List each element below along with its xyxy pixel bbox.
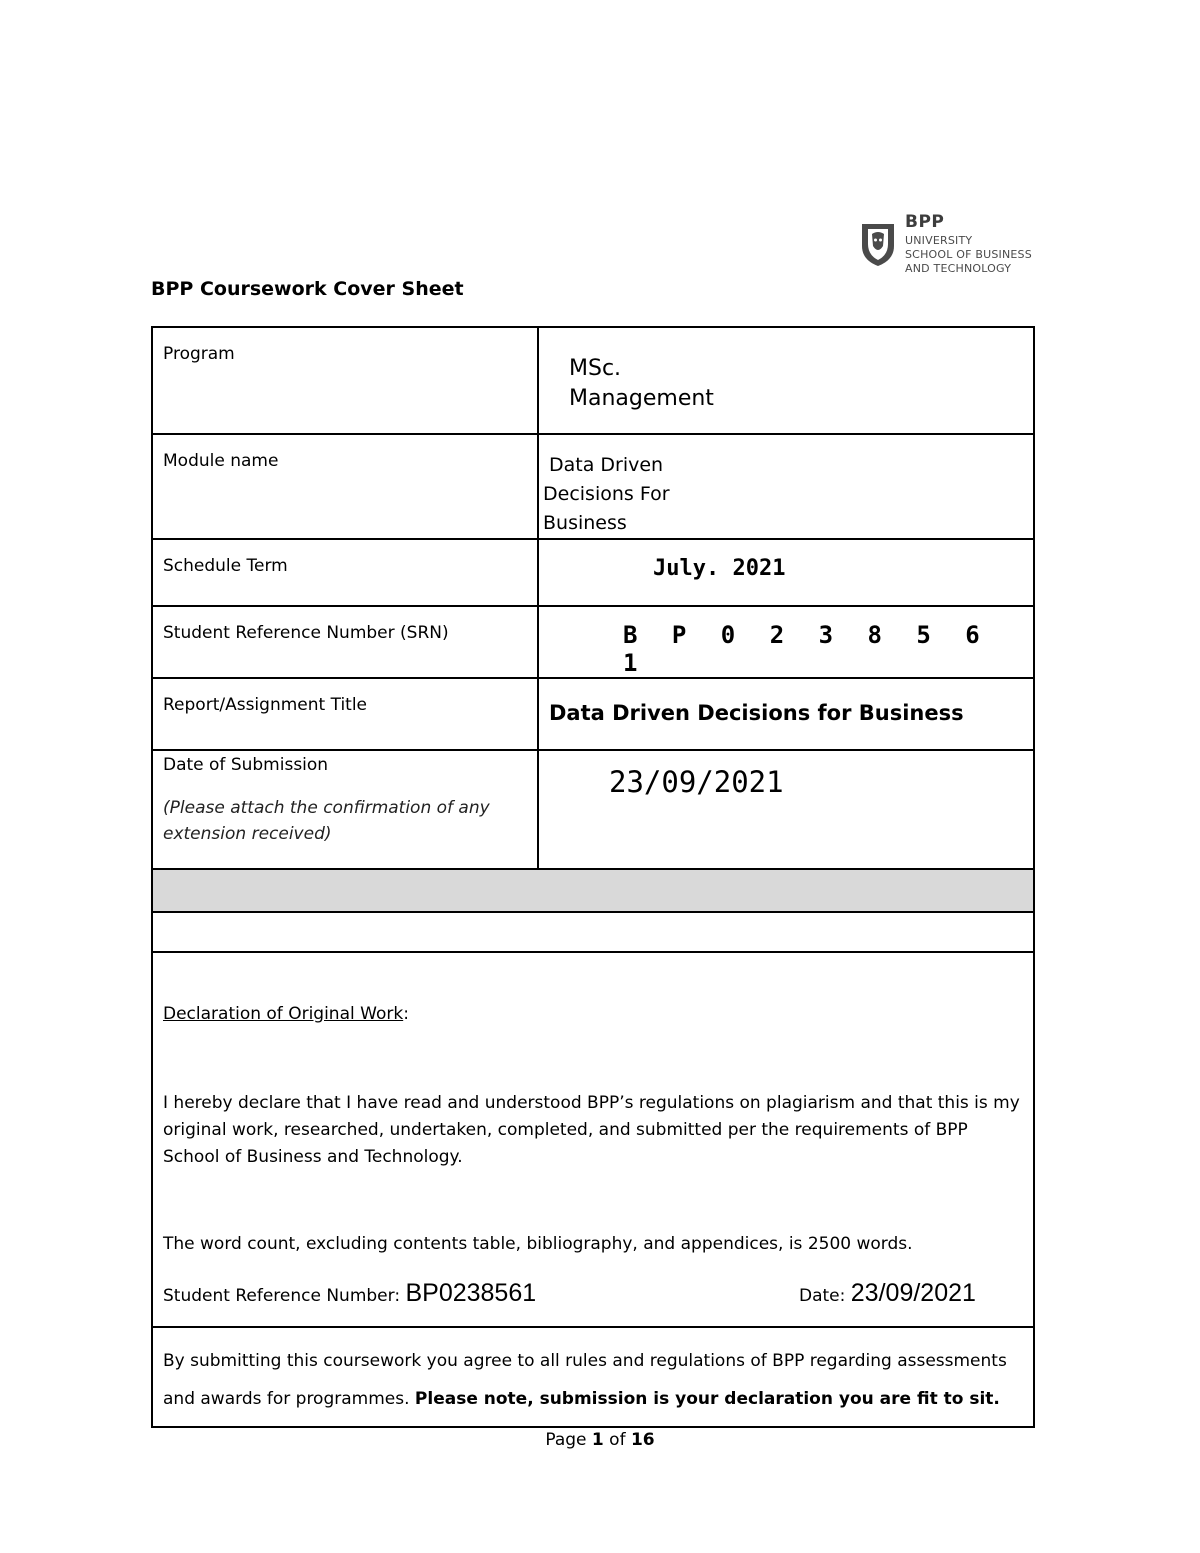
module-label: Module name [152, 434, 538, 539]
logo-line-2: SCHOOL OF BUSINESS [905, 248, 1032, 261]
declaration-date-label: Date: [799, 1286, 846, 1306]
term-value: July. 2021 [653, 556, 786, 581]
grey-separator-row [152, 869, 1034, 912]
srn-value: B P 0 2 3 8 5 6 1 [623, 621, 990, 677]
submission-label: Date of Submission [163, 755, 329, 775]
lion-shield-icon [860, 220, 896, 268]
page-footer [0, 1430, 1200, 1450]
declaration-heading: Declaration of Original Work [163, 1004, 404, 1024]
term-value-cell [538, 539, 1034, 606]
declaration-date-value: 23/09/2021 [850, 1279, 976, 1307]
signature-line [163, 1280, 1023, 1310]
bpp-logo [860, 212, 1040, 278]
declaration-body: I hereby declare that I have read and understood BPP’s regulations on plagiarism and that this is my original work, researched, undertaken, completed, and submitted per the requirements of BPP School of Business and Technology. [163, 1093, 1020, 1167]
footer-page-label: Page [545, 1430, 587, 1450]
cover-sheet-table [151, 326, 1035, 1428]
agreement-bold-note: Please note, submission is your declaration you are fit to sit. [414, 1389, 1000, 1409]
program-label: Program [152, 327, 538, 434]
program-value [538, 327, 1034, 434]
module-row [152, 434, 1034, 539]
module-value-line-1: Data Driven [549, 454, 664, 476]
module-value-line-3: Business [543, 512, 627, 534]
submission-value: 23/09/2021 [609, 765, 784, 799]
term-row [152, 539, 1034, 606]
srn-row [152, 606, 1034, 678]
blank-cell [152, 912, 1034, 952]
term-label: Schedule Term [152, 539, 538, 606]
submission-value-cell [538, 750, 1034, 869]
declaration-row [152, 952, 1034, 1327]
program-row [152, 327, 1034, 434]
submission-row [152, 750, 1034, 869]
agreement-text: By submitting this coursework you agree to all rules and regulations of BPP regarding assessments and awards for programmes. [163, 1351, 1007, 1409]
submission-label-cell [152, 750, 538, 869]
report-title-value-cell [538, 678, 1034, 750]
page-title: BPP Coursework Cover Sheet [151, 278, 464, 300]
declaration-srn-value: BP0238561 [405, 1279, 537, 1307]
blank-row [152, 912, 1034, 952]
declaration-heading-colon: : [403, 1004, 409, 1024]
program-value-line-1: MSc. [569, 356, 622, 381]
module-value [538, 434, 1034, 539]
agreement-row [152, 1327, 1034, 1427]
submission-note: (Please attach the confirmation of any extension received) [163, 798, 490, 844]
grey-separator [152, 869, 1034, 912]
module-value-line-2: Decisions For [543, 483, 670, 505]
program-value-line-2: Management [569, 386, 714, 411]
report-title-row [152, 678, 1034, 750]
declaration-srn-label: Student Reference Number: [163, 1286, 401, 1306]
footer-of: of [609, 1430, 626, 1450]
declaration-cell [152, 952, 1034, 1327]
word-count-statement: The word count, excluding contents table, bibliography, and appendices, is 2500 words. [163, 1234, 913, 1254]
srn-label: Student Reference Number (SRN) [152, 606, 538, 678]
logo-brand: BPP [905, 212, 945, 232]
report-title-value: Data Driven Decisions for Business [549, 701, 964, 725]
srn-value-cell [538, 606, 1034, 678]
footer-page-number: 1 [591, 1430, 604, 1450]
footer-page-total: 16 [630, 1430, 655, 1450]
report-title-label: Report/Assignment Title [152, 678, 538, 750]
agreement-cell [152, 1327, 1034, 1427]
logo-line-3: AND TECHNOLOGY [905, 262, 1012, 275]
logo-line-1: UNIVERSITY [905, 234, 973, 247]
